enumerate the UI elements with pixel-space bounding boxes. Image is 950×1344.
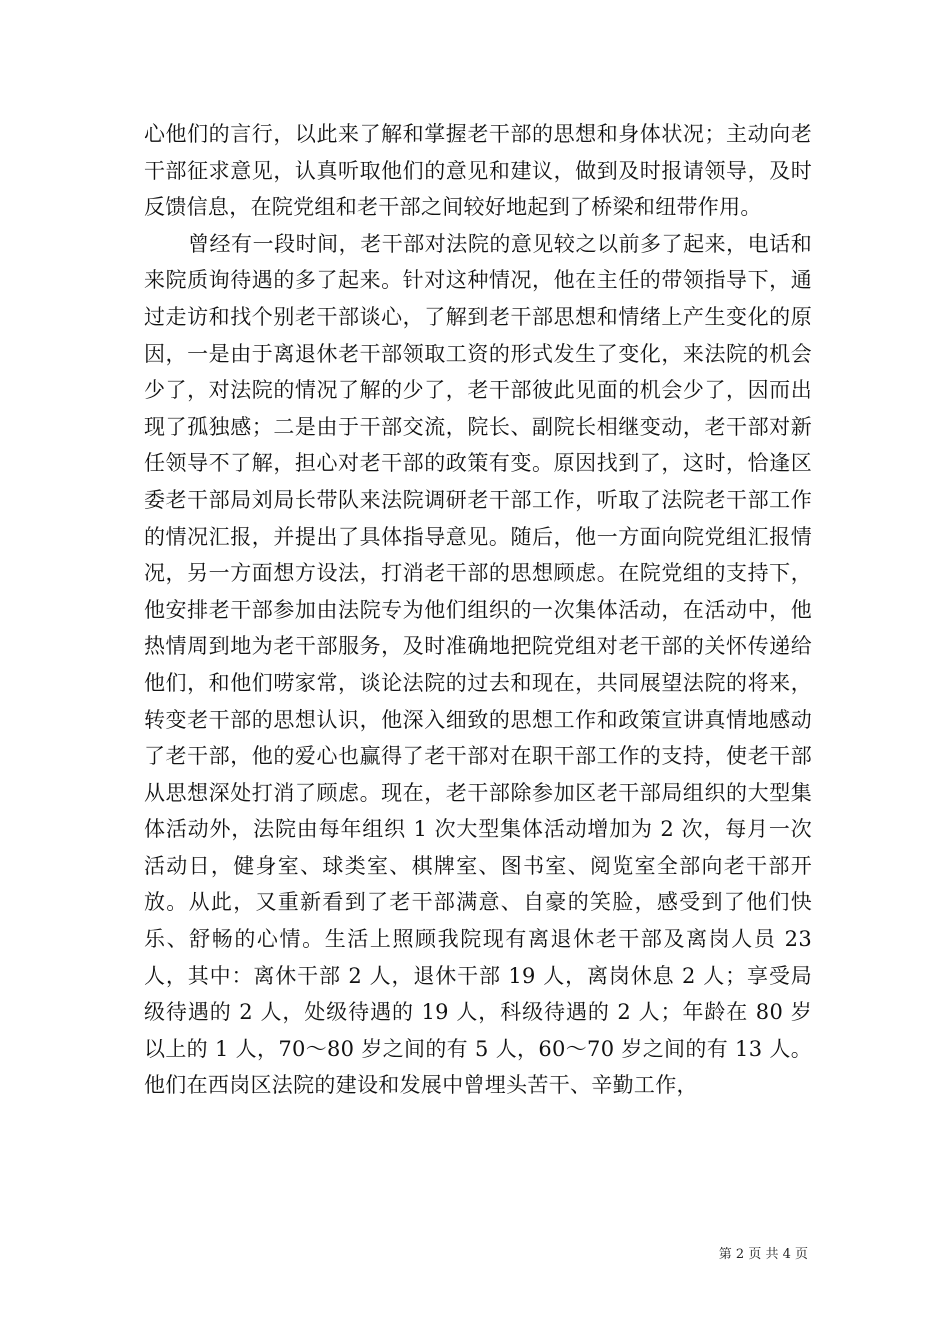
paragraph-1: 心他们的言行，以此来了解和掌握老干部的思想和身体状况；主动向老干部征求意见，认真听取他们的意见和建议，做到及时报请领导，及时反馈信息，在院党组和老干部之间较好地起到了桥梁和纽带作用。: [144, 122, 812, 220]
page-footer: 第 2 页 共 4 页: [718, 1247, 808, 1262]
document-body: [144, 116, 812, 1104]
paragraph-2: 曾经有一段时间，老干部对法院的意见较之以前多了起来，电话和来院质询待遇的多了起来。针对这种情况，他在主任的带领指导下，通过走访和找个别老干部谈心，了解到老干部思想和情绪上产生变化的原因，一是由于离退休老干部领取工资的形式发生了变化，来法院的机会少了，对法院的情况了解的少了，老干部彼此见面的机会少了，因而出现了孤独感；二是由于干部交流，院长、副院长相继变动，老干部对新任领导不了解，担心对老干部的政策有变。原因找到了，这时，恰逢区委老干部局刘局长带队来法院调研老干部工作，听取了法院老干部工作的情况汇报，并提出了具体指导意见。随后，他一方面向院党组汇报情况，另一方面想方设法，打消老干部的思想顾虑。在院党组的支持下，他安排老干部参加由法院专为他们组织的一次集体活动，在活动中，他热情周到地为老干部服务，及时准确地把院党组对老干部的关怀传递给他们，和他们唠家常，谈论法院的过去和现在，共同展望法院的将来，转变老干部的思想认识，他深入细致的思想工作和政策宣讲真情地感动了老干部，他的爱心也赢得了老干部对在职干部工作的支持，使老干部从思想深处打消了顾虑。现在，老干部除参加区老干部局组织的大型集体活动外，法院由每年组织 1 次大型集体活动增加为 2 次，每月一次活动日，健身室、球类室、棋牌室、图书室、阅览室全部向老干部开放。从此，又重新看到了老干部满意、自豪的笑脸，感受到了他们快乐、舒畅的心情。生活上照顾我院现有离退休老干部及离岗人员 23 人，其中：离休干部 2 人，退休干部 19 人，离岗休息 2 人；享受局级待遇的 2 人，处级待遇的 19 人，科级待遇的 2 人；年龄在 80 岁以上的 1 人，70～80 岁之间的有 5 人，60～70 岁之间的有 13 人。他们在西岗区法院的建设和发展中曾埋头苦干、辛勤工作，: [144, 231, 812, 1098]
